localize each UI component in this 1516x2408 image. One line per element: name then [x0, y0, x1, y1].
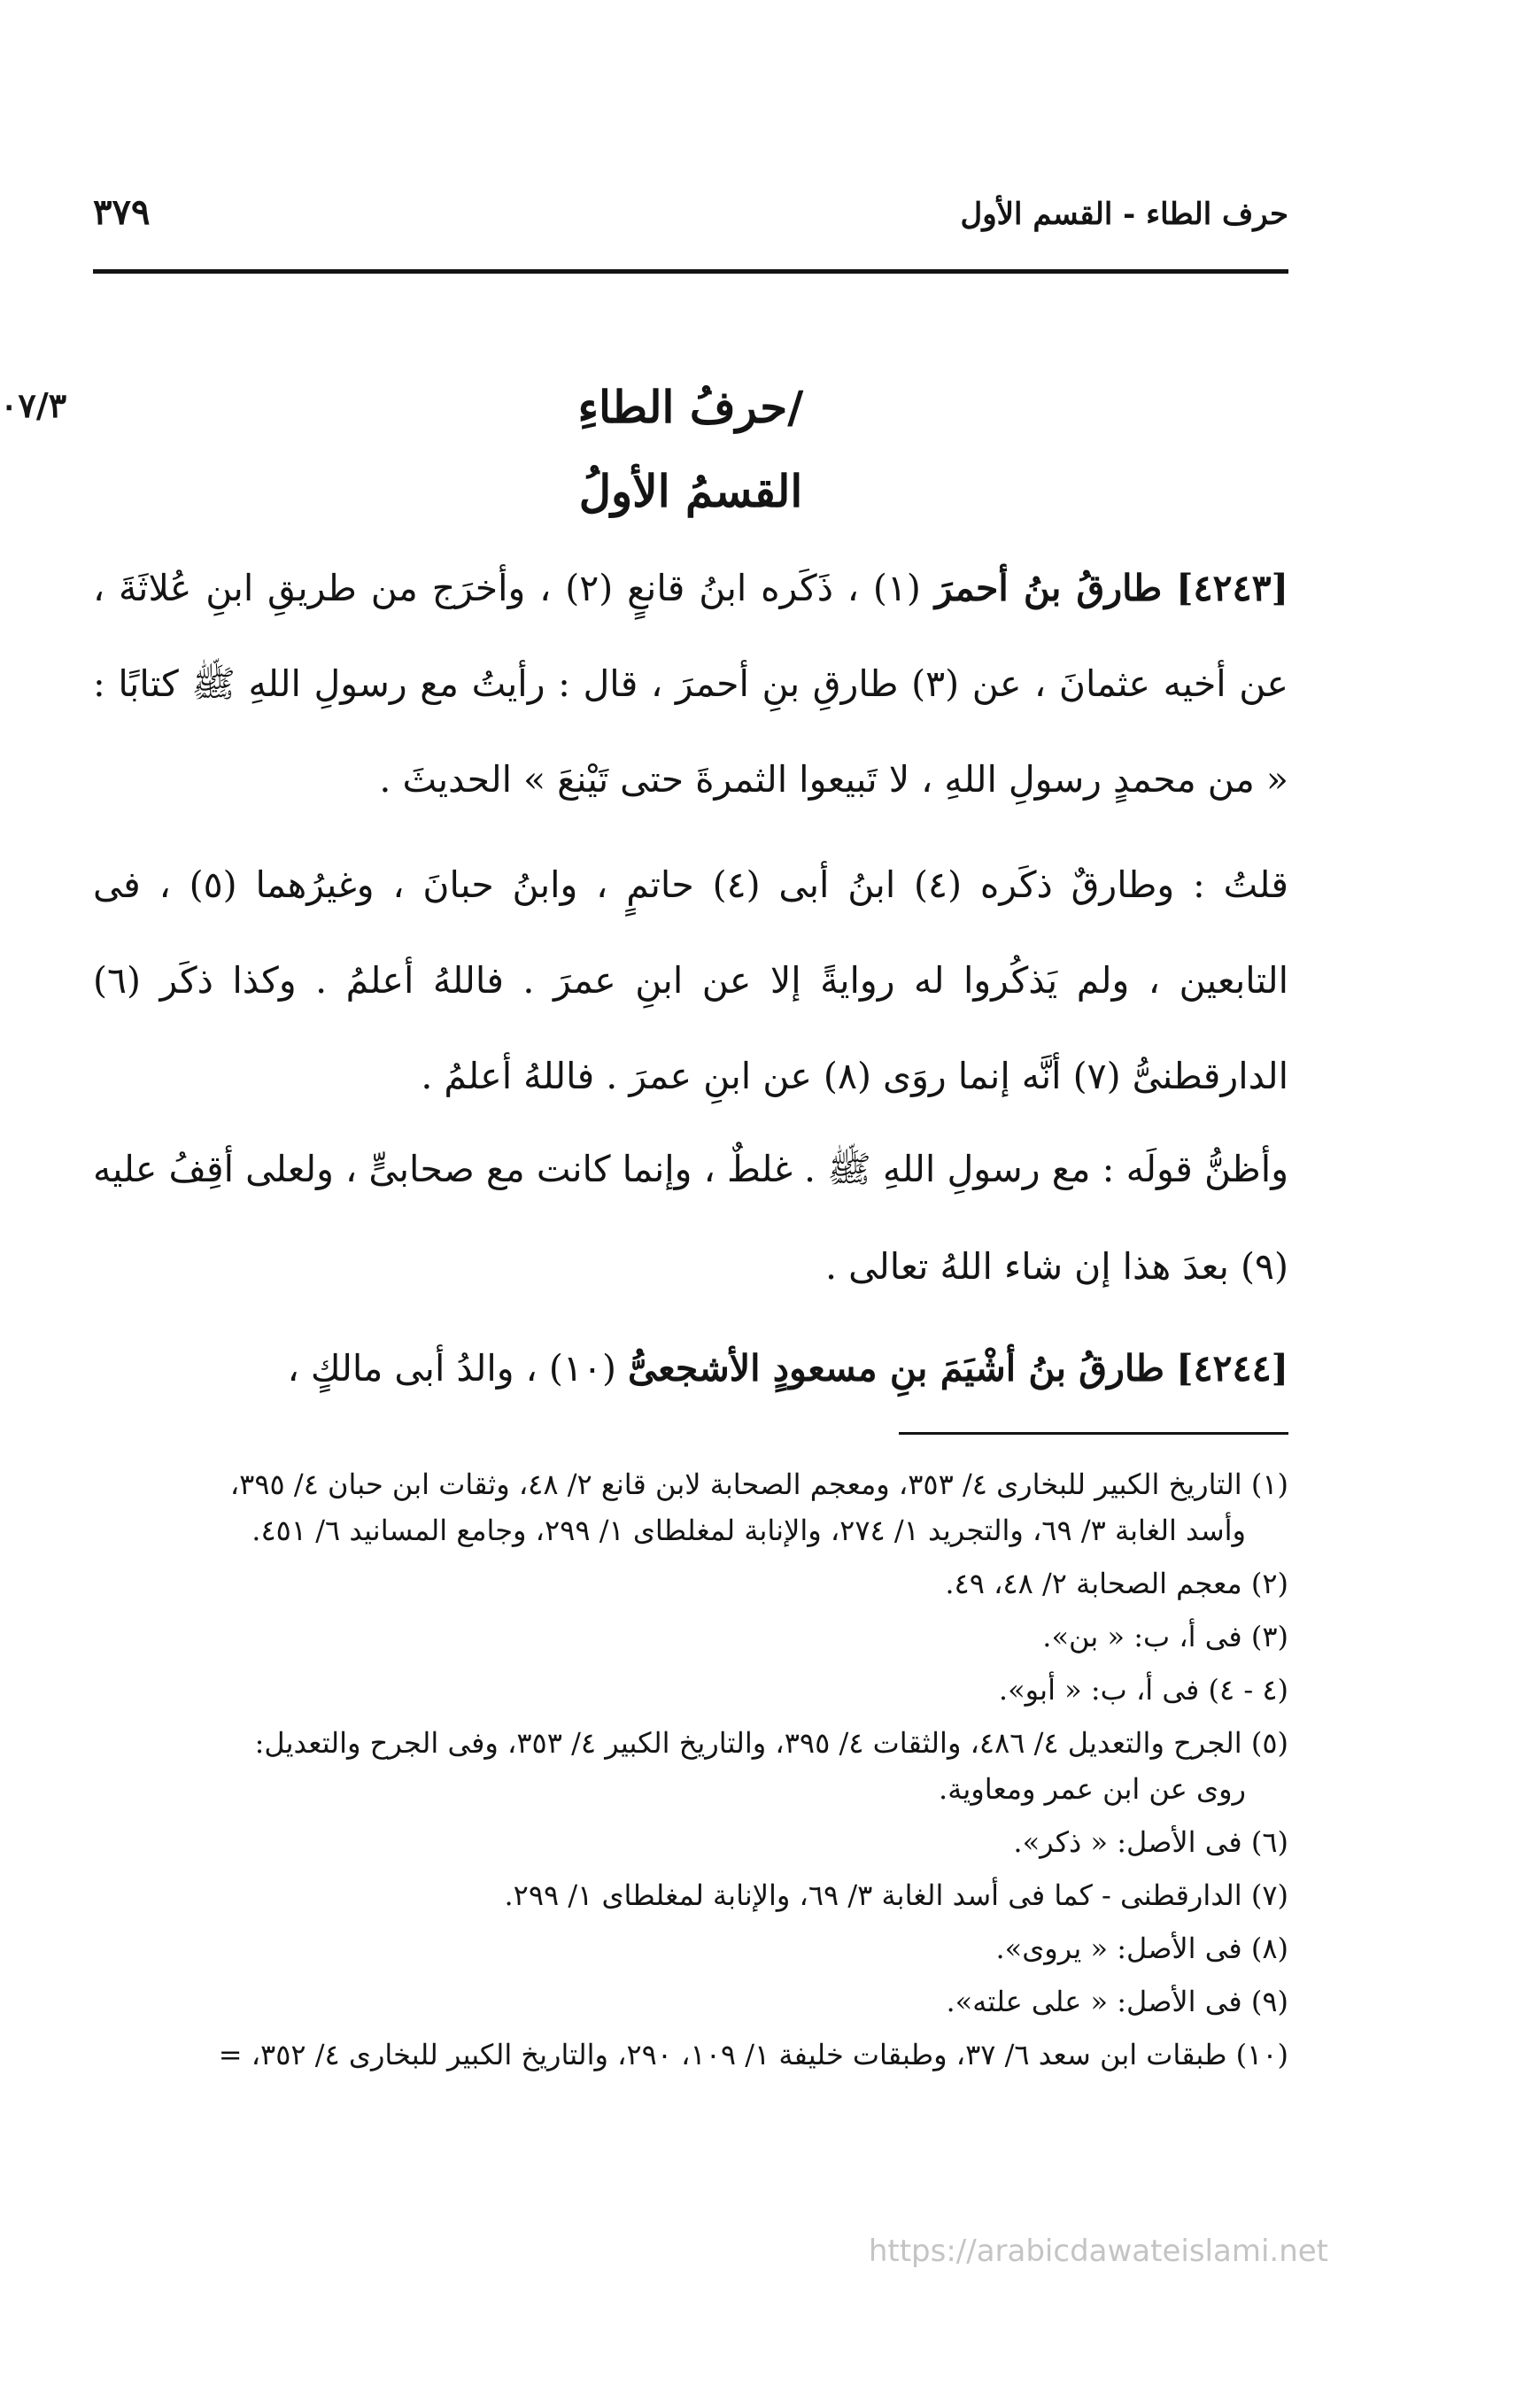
entry-4244: [93, 1320, 1288, 1417]
section-title: /حرفُ الطاءِ: [577, 381, 804, 433]
footnote: [93, 1720, 1288, 1812]
footnote-continuation: روى عن ابن عمر ومعاوية.: [939, 1772, 1246, 1806]
footnote-text: (٦) فى الأصل: « ذكر».: [1013, 1825, 1288, 1859]
entry-4243: [93, 540, 1288, 827]
commentary-paragraph-2: وأظنُّ قولَه : مع رسولِ اللهِ ﷺ . غلطٌ ، وإنما كانت مع صحابىٍّ ، ولعلى أقِفُ عليه (٩) بعدَ هذا إن شاء اللهُ تعالى .: [93, 1148, 1288, 1288]
footnote: [93, 1560, 1288, 1607]
entry-number: [٤٢٤٤]: [1176, 1347, 1288, 1390]
footnote-text: (٧) الدارقطنى - كما فى أسد الغابة ٣/ ٦٩، والإنابة لمغلطاى ١/ ٢٩٩.: [504, 1878, 1288, 1912]
running-title: حرف الطاء - القسم الأول: [960, 197, 1288, 232]
footnote-text: (٥) الجرح والتعديل ٤/ ٤٨٦، والثقات ٤/ ٣٩٥، والتاريخ الكبير ٤/ ٣٥٣، وفى الجرح والتعديل:: [254, 1726, 1288, 1760]
footnotes-list: [93, 1461, 1288, 2085]
section-subtitle: القسمُ الأولُ: [578, 465, 803, 517]
footnote-text: (٢) معجم الصحابة ٢/ ٤٨، ٤٩.: [945, 1567, 1288, 1600]
page-number: ٣٧٩: [93, 191, 151, 233]
entry-number: [٤٢٤٣]: [1176, 567, 1288, 609]
entry-name: طارقُ بنُ أشْيَمَ بنِ مسعودٍ الأشجعىُّ: [627, 1347, 1165, 1390]
footnote: [93, 1614, 1288, 1660]
footnote: [93, 1978, 1288, 2025]
entry-text: (١٠) ، والدُ أبى مالكٍ ،: [287, 1347, 616, 1390]
running-header: [93, 191, 1288, 253]
margin-note: ٠٧/٣: [0, 385, 67, 425]
footnote-text: (٩) فى الأصل: « على علته».: [946, 1985, 1288, 2018]
footnote-continuation: وأسد الغابة ٣/ ٦٩، والتجريد ١/ ٢٧٤، والإنابة لمغلطاى ١/ ٢٩٩، وجامع المسانيد ٦/ ٤٥١.: [251, 1514, 1246, 1547]
footnote-text: (٤ - ٤) فى أ، ب: « أبو».: [998, 1673, 1288, 1707]
footnote: [93, 1925, 1288, 1971]
footnote-rule: [899, 1432, 1288, 1435]
footnote: [93, 1819, 1288, 1865]
commentary-paragraph: قلتُ : وطارقٌ ذكَره (٤) ابنُ أبى (٤) حاتمٍ ، وابنُ حبانَ ، وغيرُهما (٥) ، فى التابعين ، ولم يَذكُروا له روايةً إلا عن ابنِ عمرَ . فاللهُ أعلمُ . وكذا ذكَر (٦) الدارقطنىُّ (٧) أنَّه إنما روَى (٨) عن ابنِ عمرَ . فاللهُ أعلمُ .: [93, 863, 1288, 1097]
footnote-text: (١) التاريخ الكبير للبخارى ٤/ ٣٥٣، ومعجم الصحابة لابن قانع ٢/ ٤٨، وثقات ابن حبان ٤/ ٣٩٥،: [229, 1467, 1288, 1501]
footnote: [93, 1872, 1288, 1918]
footnote-text: (٨) فى الأصل: « يروى».: [995, 1932, 1288, 1965]
footnote-text: (٣) فى أ، ب: « بن».: [1042, 1620, 1288, 1653]
watermark: https://arabicdawateislami.net: [868, 2234, 1328, 2269]
footnote: [93, 2032, 1288, 2078]
footnote: [93, 1461, 1288, 1553]
footnote-text: (١٠) طبقات ابن سعد ٦/ ٣٧، وطبقات خليفة ١/ ١٠٩، ٢٩٠، والتاريخ الكبير للبخارى ٤/ ٣٥٢، =: [218, 2038, 1288, 2071]
header-rule: [93, 269, 1288, 274]
entry-text: (١) ، ذَكَره ابنُ قانعٍ (٢) ، وأخرَج من طريقِ ابنِ عُلاثَةَ ، عن أخيه عثمانَ ، عن (٣) طارقِ بنِ أحمرَ ، قال : رأيتُ مع رسولِ اللهِ ﷺ كتابًا : « من محمدٍ رسولِ اللهِ ، لا تَبيعوا الثمرةَ حتى تَيْنعَ » الحديثَ .: [93, 567, 1288, 801]
entry-name: طارقُ بنُ أحمرَ: [934, 567, 1163, 609]
footnote: [93, 1667, 1288, 1713]
